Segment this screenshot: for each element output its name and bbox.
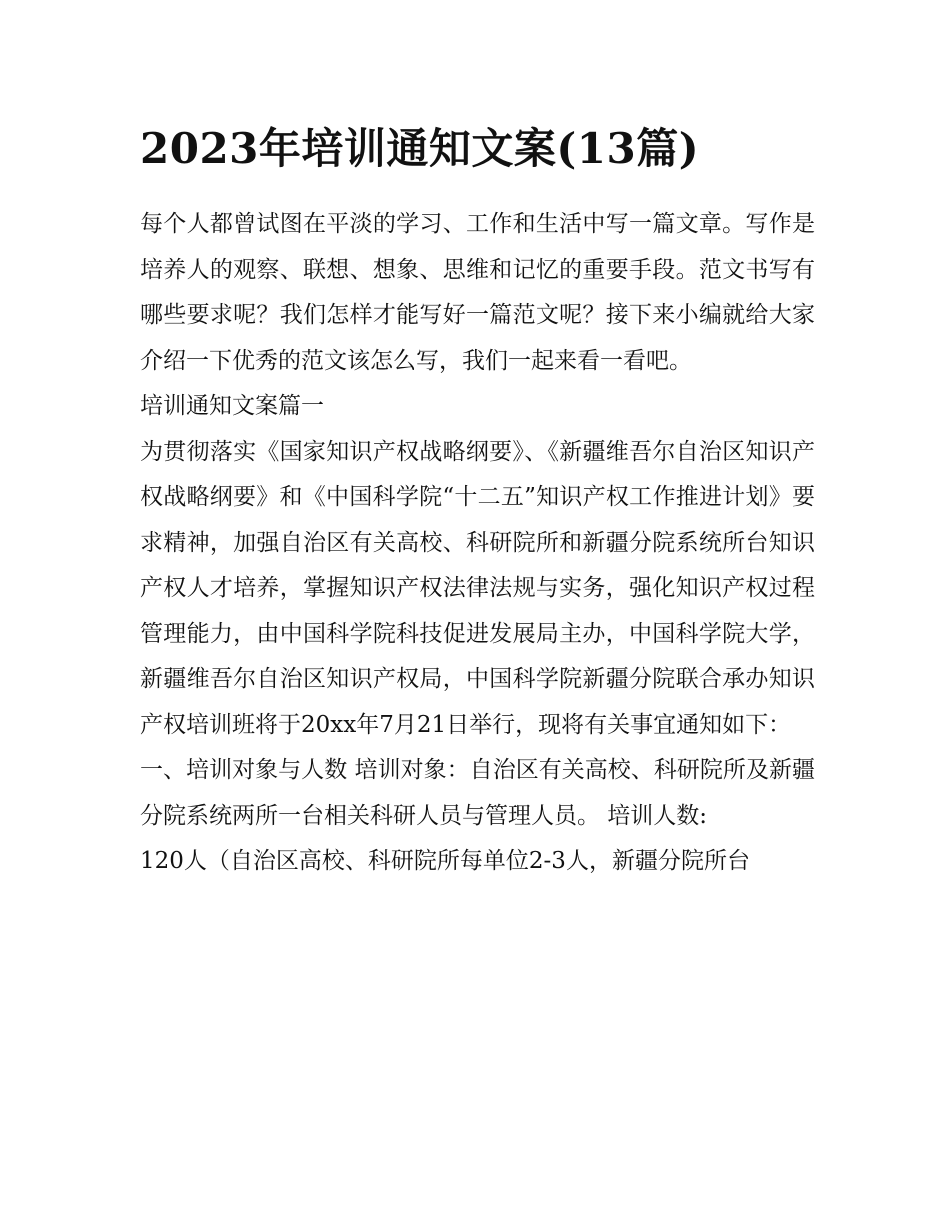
document-title: 2023年培训通知文案(13篇) xyxy=(140,124,700,173)
document-page xyxy=(140,118,815,885)
training-count-paragraph: 120人（自治区高校、科研院所每单位2-3人，新疆分院所台 xyxy=(140,848,750,874)
intro-paragraph: 每个人都曾试图在平淡的学习、工作和生活中写一篇文章。写作是培养人的观察、联想、想象、思维和记忆的重要手段。范文书写有哪些要求呢？我们怎样才能写好一篇范文呢？接下来小编就给大家介绍一下优秀的范文该怎么写，我们一起来看一看吧。 xyxy=(140,211,815,374)
body-paragraph: 为贯彻落实《国家知识产权战略纲要》、《新疆维吾尔自治区知识产权战略纲要》和《中国科学院“十二五”知识产权工作推进计划》要求精神，加强自治区有关高校、科研院所和新疆分院系统所台知识产权人才培养，掌握知识产权法律法规与实务，强化知识产权过程管理能力，由中国科学院科技促进发展局主办，中国科学院大学，新疆维吾尔自治区知识产权局，中国科学院新疆分院联合承办知识产权培训班将于20xx年7月21日举行，现将有关事宜通知如下： xyxy=(140,438,815,738)
section-heading: 培训通知文案篇一 xyxy=(140,393,324,419)
training-target-paragraph: 一、培训对象与人数 培训对象：自治区有关高校、科研院所及新疆分院系统两所一台相关科研人员与管理人员。 培训人数: xyxy=(140,757,815,829)
